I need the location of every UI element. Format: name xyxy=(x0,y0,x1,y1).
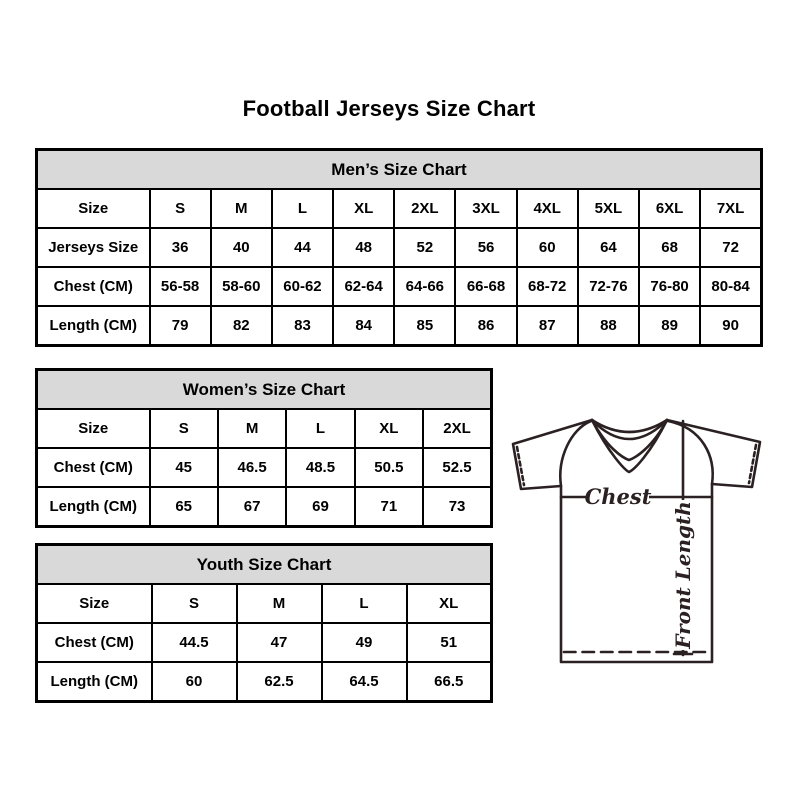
size-value-cell: 66.5 xyxy=(407,662,492,702)
size-value-cell: L xyxy=(272,189,333,228)
youth-chart-header-row xyxy=(37,545,492,585)
size-value-cell: 64 xyxy=(578,228,639,267)
size-value-cell: 5XL xyxy=(578,189,639,228)
size-value-cell: S xyxy=(150,189,211,228)
mens-chart-title: Men’s Size Chart xyxy=(37,150,762,190)
left-armhole-seam xyxy=(560,421,591,486)
size-value-cell: 56 xyxy=(455,228,516,267)
size-value-cell: 60-62 xyxy=(272,267,333,306)
row-label-cell: Chest (CM) xyxy=(37,448,150,487)
womens-length-row xyxy=(37,487,492,527)
size-value-cell: 58-60 xyxy=(211,267,272,306)
youth-size-row xyxy=(37,584,492,623)
mens-size-row xyxy=(37,189,762,228)
size-value-cell: M xyxy=(218,409,286,448)
size-value-cell: 52.5 xyxy=(423,448,491,487)
size-value-cell: 56-58 xyxy=(150,267,211,306)
size-value-cell: 48 xyxy=(333,228,394,267)
row-label-cell: Length (CM) xyxy=(37,487,150,527)
row-label-cell: Size xyxy=(37,584,152,623)
size-value-cell: 7XL xyxy=(700,189,761,228)
size-value-cell: 47 xyxy=(237,623,322,662)
size-value-cell: 62.5 xyxy=(237,662,322,702)
size-value-cell: 40 xyxy=(211,228,272,267)
mens-size-chart-table xyxy=(35,148,763,347)
size-value-cell: 67 xyxy=(218,487,286,527)
size-value-cell: S xyxy=(150,409,218,448)
youth-chest-row xyxy=(37,623,492,662)
size-value-cell: 52 xyxy=(394,228,455,267)
row-label-cell: Chest (CM) xyxy=(37,623,152,662)
size-value-cell: 48.5 xyxy=(286,448,354,487)
size-value-cell: 6XL xyxy=(639,189,700,228)
size-value-cell: S xyxy=(152,584,237,623)
row-label-cell: Length (CM) xyxy=(37,306,150,346)
size-value-cell: 72-76 xyxy=(578,267,639,306)
size-value-cell: M xyxy=(211,189,272,228)
row-label-cell: Jerseys Size xyxy=(37,228,150,267)
womens-chart-header-row xyxy=(37,370,492,410)
size-value-cell: 51 xyxy=(407,623,492,662)
jersey-measurement-diagram xyxy=(511,414,763,670)
size-value-cell: 79 xyxy=(150,306,211,346)
size-value-cell: 85 xyxy=(394,306,455,346)
size-value-cell: 60 xyxy=(152,662,237,702)
size-value-cell: L xyxy=(286,409,354,448)
mens-length-row xyxy=(37,306,762,346)
size-value-cell: 2XL xyxy=(423,409,491,448)
size-value-cell: 44 xyxy=(272,228,333,267)
size-value-cell: M xyxy=(237,584,322,623)
mens-jerseys-size-row xyxy=(37,228,762,267)
size-value-cell: 66-68 xyxy=(455,267,516,306)
size-value-cell: 86 xyxy=(455,306,516,346)
size-value-cell: 69 xyxy=(286,487,354,527)
size-value-cell: 80-84 xyxy=(700,267,761,306)
size-value-cell: 49 xyxy=(322,623,407,662)
size-value-cell: 89 xyxy=(639,306,700,346)
size-value-cell: 3XL xyxy=(455,189,516,228)
size-value-cell: 71 xyxy=(355,487,423,527)
size-value-cell: 60 xyxy=(517,228,578,267)
size-value-cell: 68 xyxy=(639,228,700,267)
size-value-cell: 45 xyxy=(150,448,218,487)
size-value-cell: 44.5 xyxy=(152,623,237,662)
row-label-cell: Size xyxy=(37,409,150,448)
collar-vneck-outer xyxy=(592,420,667,472)
womens-chest-row xyxy=(37,448,492,487)
size-value-cell: 68-72 xyxy=(517,267,578,306)
page-title: Football Jerseys Size Chart xyxy=(242,96,536,121)
youth-chart-title: Youth Size Chart xyxy=(37,545,492,585)
size-value-cell: 64.5 xyxy=(322,662,407,702)
size-value-cell: 90 xyxy=(700,306,761,346)
size-value-cell: 73 xyxy=(423,487,491,527)
size-value-cell: 83 xyxy=(272,306,333,346)
size-value-cell: 88 xyxy=(578,306,639,346)
front-length-label: Front Length xyxy=(671,501,695,649)
size-value-cell: XL xyxy=(355,409,423,448)
mens-chest-row xyxy=(37,267,762,306)
size-value-cell: 64-66 xyxy=(394,267,455,306)
size-value-cell: XL xyxy=(407,584,492,623)
size-value-cell: 36 xyxy=(150,228,211,267)
youth-size-chart-table xyxy=(35,543,493,703)
womens-size-chart-table xyxy=(35,368,493,528)
womens-size-row xyxy=(37,409,492,448)
size-value-cell: 72 xyxy=(700,228,761,267)
row-label-cell: Size xyxy=(37,189,150,228)
youth-length-row xyxy=(37,662,492,702)
size-value-cell: 65 xyxy=(150,487,218,527)
size-value-cell: 87 xyxy=(517,306,578,346)
size-value-cell: 62-64 xyxy=(333,267,394,306)
size-value-cell: 46.5 xyxy=(218,448,286,487)
size-value-cell: 50.5 xyxy=(355,448,423,487)
size-value-cell: 82 xyxy=(211,306,272,346)
row-label-cell: Length (CM) xyxy=(37,662,152,702)
row-label-cell: Chest (CM) xyxy=(37,267,150,306)
womens-chart-title: Women’s Size Chart xyxy=(37,370,492,410)
size-value-cell: L xyxy=(322,584,407,623)
size-value-cell: 84 xyxy=(333,306,394,346)
size-value-cell: 76-80 xyxy=(639,267,700,306)
size-value-cell: 4XL xyxy=(517,189,578,228)
size-value-cell: 2XL xyxy=(394,189,455,228)
mens-chart-header-row xyxy=(37,150,762,190)
chest-label: Chest xyxy=(584,484,652,509)
size-value-cell: XL xyxy=(333,189,394,228)
